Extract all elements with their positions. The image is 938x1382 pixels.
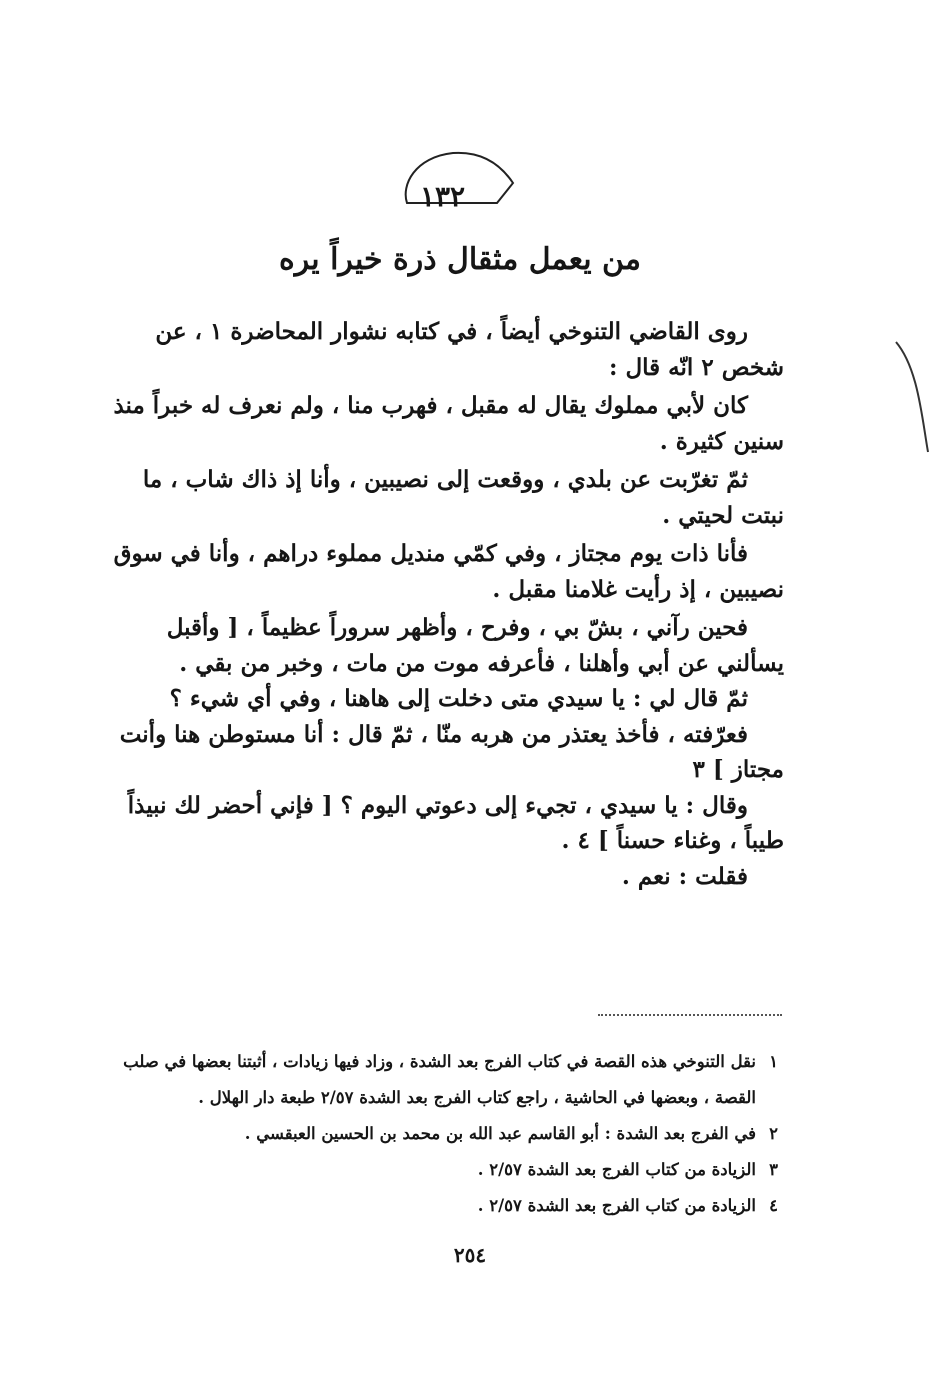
footnote-text: في الفرج بعد الشدة : أبو القاسم عبد الله بن محمد بن الحسين العبقسي . bbox=[244, 1124, 756, 1143]
footnote bbox=[108, 1044, 778, 1116]
footnote-number: ١ bbox=[769, 1052, 778, 1071]
footnotes bbox=[108, 1044, 778, 1224]
footnote-text: الزيادة من كتاب الفرج بعد الشدة ٢/٥٧ . bbox=[477, 1196, 756, 1215]
paragraph: فأنا ذات يوم مجتاز ، وفي كمّي منديل مملوء دراهم ، وأنا في سوق نصيبين ، إذ رأيت غلامنا مقبل . bbox=[113, 540, 784, 603]
paragraph: روى القاضي التنوخي أيضاً ، في كتابه نشوار المحاضرة ١ ، عن شخص ٢ انّه قال : bbox=[155, 318, 784, 381]
paragraph: فحين رآني ، بشّ بي ، وفرح ، وأظهر سروراً عظيماً ، [ وأقبل يسألني عن أبي وأهلنا ، فأعرفه موت من مات ، وخبر من بقي . bbox=[166, 614, 784, 677]
footnote-number: ٣ bbox=[769, 1160, 778, 1179]
paragraph: ثمّ تغرّبت عن بلدي ، ووقعت إلى نصيبين ، وأنا إذ ذاك شاب ، ما نبتت لحيتي . bbox=[142, 466, 784, 529]
footnote bbox=[108, 1188, 778, 1224]
footnote-text: الزيادة من كتاب الفرج بعد الشدة ٢/٥٧ . bbox=[477, 1160, 756, 1179]
footnote-text: نقل التنوخي هذه القصة في كتاب الفرج بعد الشدة ، وزاد فيها زيادات ، أثبتنا بعضها في صلب القصة ، وبعضها في الحاشية ، راجع كتاب الفرج بعد الشدة ٢/٥٧ طبعة دار الهلال . bbox=[123, 1052, 756, 1107]
chapter-number: ١٣٢ bbox=[419, 180, 466, 213]
footnote-number: ٤ bbox=[769, 1196, 778, 1215]
paragraph: فقلت : نعم . bbox=[621, 862, 748, 890]
footnote-number: ٢ bbox=[769, 1124, 778, 1143]
chapter-title: من يعمل مثقال ذرة خيراً يره bbox=[279, 242, 641, 277]
paragraph: ثمّ قال لي : يا سيدي متى دخلت إلى هاهنا ، وفي أي شيء ؟ bbox=[169, 685, 748, 712]
page-number: ٢٥٤ bbox=[453, 1243, 487, 1267]
paragraph: وقال : يا سيدي ، تجيء إلى دعوتي اليوم ؟ [ فإني أحضر لك نبيذاً طيباً ، وغناء حسناً ] ٤ . bbox=[127, 791, 784, 854]
footnote bbox=[108, 1152, 778, 1188]
margin-bracket-mark bbox=[888, 338, 936, 456]
paragraph: كان لأبي مملوك يقال له مقبل ، فهرب منا ، ولم نعرف له خبراً منذ سنين كثيرة . bbox=[113, 392, 784, 455]
footnote bbox=[108, 1116, 778, 1152]
footnote-separator bbox=[598, 1014, 782, 1016]
paragraph: فعرّفته ، فأخذ يعتذر من هربه منّا ، ثمّ قال : أنا مستوطن هنا وأنت مجتاز ] ٣ bbox=[119, 720, 784, 783]
story-text bbox=[104, 314, 784, 894]
